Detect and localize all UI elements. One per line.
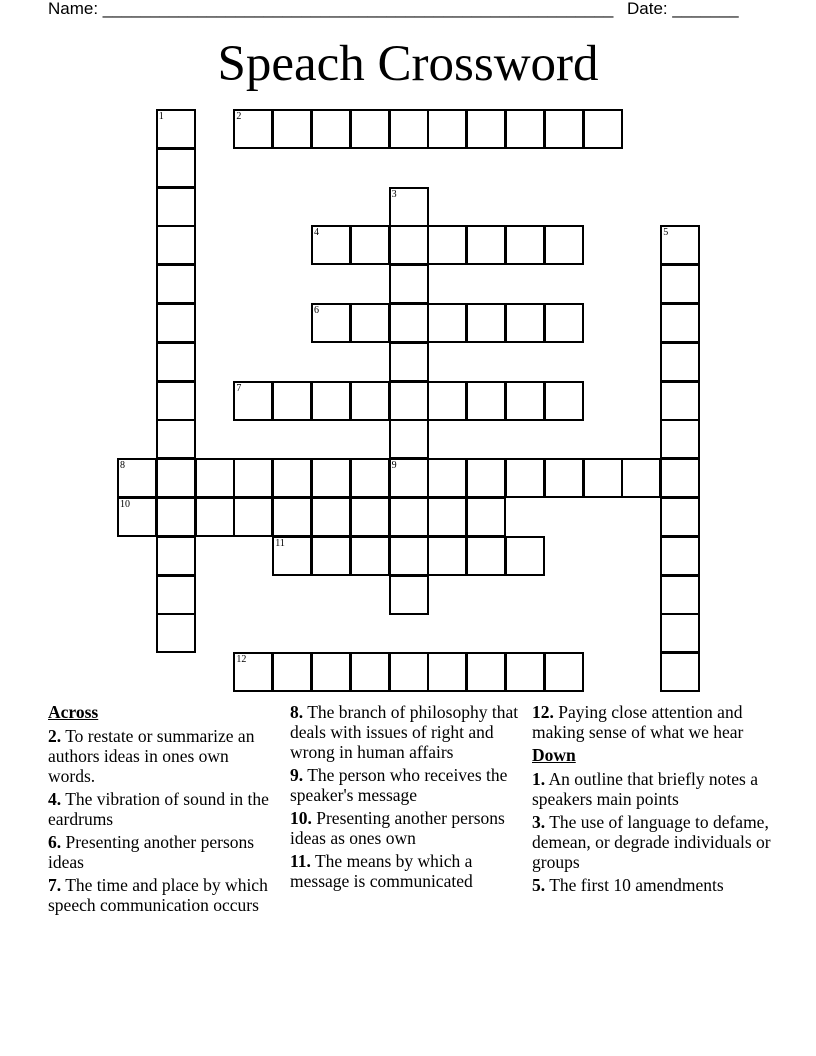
clue-number: 9.: [290, 765, 304, 785]
grid-cell[interactable]: [389, 458, 429, 498]
grid-cell[interactable]: [350, 381, 390, 421]
grid-cell[interactable]: [311, 536, 351, 576]
clue-number: 1.: [532, 769, 546, 789]
grid-cell[interactable]: [233, 381, 273, 421]
grid-cell[interactable]: [389, 303, 429, 343]
grid-cell[interactable]: [660, 458, 700, 498]
grid-cell[interactable]: [544, 303, 584, 343]
grid-cell[interactable]: [544, 109, 584, 149]
grid-cell[interactable]: [660, 497, 700, 537]
clues-column-2: [290, 702, 522, 894]
grid-cell[interactable]: [156, 613, 196, 653]
clue-across-4: [48, 789, 280, 829]
grid-cell[interactable]: [505, 303, 545, 343]
grid-cell[interactable]: [389, 497, 429, 537]
grid-cell[interactable]: [466, 225, 506, 265]
grid-cell[interactable]: [272, 381, 312, 421]
grid-cell[interactable]: [156, 225, 196, 265]
grid-cell[interactable]: [233, 458, 273, 498]
grid-cell[interactable]: [427, 458, 467, 498]
grid-cell[interactable]: [389, 109, 429, 149]
grid-cell[interactable]: [621, 458, 661, 498]
grid-cell[interactable]: [350, 497, 390, 537]
clue-down-5: [532, 875, 772, 895]
grid-cell[interactable]: [427, 497, 467, 537]
grid-cell[interactable]: [156, 458, 196, 498]
grid-cell[interactable]: [311, 109, 351, 149]
clue-across-6: [48, 832, 280, 872]
grid-cell[interactable]: [427, 381, 467, 421]
grid-cell[interactable]: [389, 225, 429, 265]
grid-cell[interactable]: [466, 652, 506, 692]
grid-cell[interactable]: [466, 303, 506, 343]
grid-cell[interactable]: [311, 381, 351, 421]
grid-cell[interactable]: [272, 458, 312, 498]
name-field[interactable]: Name: ______________________________________________________: [48, 0, 614, 18]
clue-text: The branch of philosophy that deals with issues of right and wrong in human affairs: [290, 702, 519, 762]
grid-cell[interactable]: [389, 536, 429, 576]
grid-cell[interactable]: [389, 575, 429, 615]
grid-cell[interactable]: [350, 652, 390, 692]
clue-across-10: [290, 808, 522, 848]
grid-cell[interactable]: [544, 381, 584, 421]
grid-cell[interactable]: [389, 381, 429, 421]
cell-number: 10: [120, 499, 130, 510]
grid-cell[interactable]: [466, 497, 506, 537]
grid-cell[interactable]: [156, 342, 196, 382]
grid-cell[interactable]: [233, 497, 273, 537]
clue-across-11: [290, 851, 522, 891]
clues-column-1: [48, 702, 280, 918]
grid-cell[interactable]: [156, 187, 196, 227]
grid-cell[interactable]: [660, 225, 700, 265]
grid-cell[interactable]: [350, 109, 390, 149]
clue-number: 2.: [48, 726, 62, 746]
page-title: Speach Crossword: [217, 36, 599, 92]
clue-number: 5.: [532, 875, 546, 895]
clue-across-7: [48, 875, 280, 915]
clue-text: Presenting another persons ideas as ones own: [290, 808, 505, 848]
grid-cell[interactable]: [156, 575, 196, 615]
cell-number: 11: [275, 537, 285, 549]
cell-number: 12: [236, 654, 247, 666]
grid-cell[interactable]: [389, 342, 429, 382]
grid-cell[interactable]: [660, 342, 700, 382]
grid-cell[interactable]: [660, 381, 700, 421]
grid-cell[interactable]: [544, 458, 584, 498]
cell-number: 8: [120, 460, 125, 472]
grid-cell[interactable]: [660, 303, 700, 343]
grid-cell[interactable]: [389, 264, 429, 304]
grid-cell[interactable]: [466, 536, 506, 576]
clue-number: 10.: [290, 808, 312, 828]
cell-number: 4: [314, 227, 319, 239]
clue-text: An outline that briefly notes a speakers main points: [532, 769, 759, 809]
clue-across-2: [48, 726, 280, 786]
down-heading: Down: [532, 745, 576, 765]
clue-text: Paying close attention and making sense of what we hear: [532, 702, 744, 742]
grid-cell[interactable]: [660, 613, 700, 653]
clue-text: The vibration of sound in the eardrums: [48, 789, 269, 829]
grid-cell[interactable]: [195, 497, 235, 537]
across-heading: Across: [48, 702, 99, 722]
grid-cell[interactable]: [311, 497, 351, 537]
cell-number: 1: [158, 111, 164, 122]
grid-cell[interactable]: [156, 536, 196, 576]
cell-number: 9: [391, 460, 397, 472]
grid-cell[interactable]: [505, 381, 545, 421]
clue-text: The person who receives the speaker's message: [290, 765, 508, 805]
date-field[interactable]: Date: _______: [627, 0, 739, 18]
clue-number: 7.: [48, 875, 62, 895]
cell-number: 6: [314, 305, 319, 316]
grid-cell[interactable]: [117, 458, 157, 498]
clue-number: 4.: [48, 789, 62, 809]
grid-cell[interactable]: [544, 225, 584, 265]
cell-number: 7: [236, 382, 242, 394]
grid-cell[interactable]: [311, 458, 351, 498]
clue-text: The use of language to defame, demean, or degrade individuals or groups: [532, 812, 771, 872]
grid-cell[interactable]: [427, 303, 467, 343]
clue-down-1: [532, 769, 772, 809]
grid-cell[interactable]: [660, 652, 700, 692]
grid-cell[interactable]: [156, 381, 196, 421]
grid-cell[interactable]: [427, 536, 467, 576]
grid-cell[interactable]: [350, 536, 390, 576]
grid-cell[interactable]: [156, 497, 196, 537]
clue-text: To restate or summarize an authors ideas in ones own words.: [48, 726, 255, 786]
grid-cell[interactable]: [583, 109, 623, 149]
grid-cell[interactable]: [233, 652, 273, 692]
clue-down-3: [532, 812, 772, 872]
grid-cell[interactable]: [427, 225, 467, 265]
clue-number: 12.: [532, 702, 554, 722]
grid-cell[interactable]: [505, 536, 545, 576]
clue-across-9: [290, 765, 522, 805]
grid-cell[interactable]: [660, 264, 700, 304]
grid-cell[interactable]: [233, 109, 273, 149]
grid-cell[interactable]: [544, 652, 584, 692]
grid-cell[interactable]: [660, 575, 700, 615]
grid-cell[interactable]: [311, 225, 351, 265]
grid-cell[interactable]: [350, 458, 390, 498]
clue-number: 3.: [532, 812, 546, 832]
grid-cell[interactable]: [350, 303, 390, 343]
grid-cell[interactable]: [505, 652, 545, 692]
clue-number: 8.: [290, 702, 304, 722]
cell-number: 5: [663, 227, 669, 239]
grid-cell[interactable]: [505, 109, 545, 149]
grid-cell[interactable]: [272, 652, 312, 692]
grid-cell[interactable]: [505, 225, 545, 265]
clue-across-12: [532, 702, 772, 742]
grid-cell[interactable]: [389, 652, 429, 692]
grid-cell[interactable]: [660, 419, 700, 459]
grid-cell[interactable]: [389, 419, 429, 459]
grid-cell[interactable]: [583, 458, 623, 498]
grid-cell[interactable]: [389, 187, 429, 227]
cell-number: 3: [391, 188, 397, 200]
grid-cell[interactable]: [272, 109, 312, 149]
grid-cell[interactable]: [466, 109, 506, 149]
clue-number: 6.: [48, 832, 62, 852]
grid-cell[interactable]: [427, 652, 467, 692]
grid-cell[interactable]: [272, 497, 312, 537]
cell-number: 2: [236, 111, 242, 122]
grid-cell[interactable]: [427, 109, 467, 149]
grid-cell[interactable]: [156, 303, 196, 343]
clue-text: The first 10 amendments: [549, 875, 724, 895]
grid-cell[interactable]: [505, 458, 545, 498]
grid-cell[interactable]: [311, 303, 351, 343]
grid-cell[interactable]: [466, 381, 506, 421]
grid-cell[interactable]: [117, 497, 157, 537]
grid-cell[interactable]: [311, 652, 351, 692]
grid-cell[interactable]: [156, 264, 196, 304]
clues-column-3: [532, 702, 772, 898]
grid-cell[interactable]: [272, 536, 312, 576]
grid-cell[interactable]: [195, 458, 235, 498]
clue-across-8: [290, 702, 522, 762]
grid-cell[interactable]: [660, 536, 700, 576]
grid-cell[interactable]: [156, 109, 196, 149]
clue-text: Presenting another persons ideas: [48, 832, 255, 872]
grid-cell[interactable]: [156, 148, 196, 188]
grid-cell[interactable]: [466, 458, 506, 498]
clue-text: The means by which a message is communicated: [290, 851, 473, 891]
grid-cell[interactable]: [156, 419, 196, 459]
grid-cell[interactable]: [350, 225, 390, 265]
clue-text: The time and place by which speech communication occurs: [48, 875, 268, 915]
clue-number: 11.: [290, 851, 311, 871]
